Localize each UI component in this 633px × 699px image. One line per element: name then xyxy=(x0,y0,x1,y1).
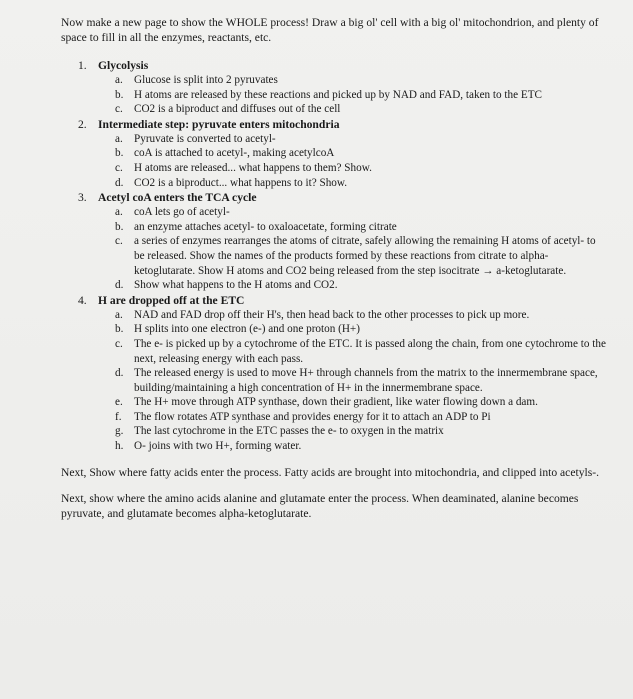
item-text: Pyruvate is converted to acetyl- xyxy=(134,132,276,145)
closing-paragraph: Next, Show where fatty acids enter the process. Fatty acids are brought into mitochondria, and clipped into acetyls-. xyxy=(61,465,599,479)
item-letter: g. xyxy=(115,425,124,438)
intro-paragraph: Now make a new page to show the WHOLE process! Draw a big ol' cell with a big ol' mitochondrion, and plenty of space to fill in all the enzymes, reactants, etc. xyxy=(61,16,599,44)
list-item xyxy=(115,439,611,454)
item-letter: c. xyxy=(115,161,123,174)
sub-step-list xyxy=(61,132,611,190)
list-item xyxy=(115,234,611,278)
section-1 xyxy=(61,58,611,117)
item-text: CO2 is a biproduct and diffuses out of the cell xyxy=(134,103,341,116)
section-number: 2. xyxy=(78,117,87,131)
item-text: H atoms are released by these reactions and picked up by NAD and FAD, taken to the ETC xyxy=(134,88,543,101)
list-item xyxy=(115,410,611,425)
item-letter: f. xyxy=(115,410,122,423)
item-text: Show what happens to the H atoms and CO2. xyxy=(134,279,338,292)
section-heading xyxy=(78,117,611,132)
section-heading xyxy=(78,293,611,308)
item-letter: a. xyxy=(115,308,123,321)
item-text: coA is attached to acetyl-, making acetylcoA xyxy=(134,147,335,160)
section-number: 4. xyxy=(78,293,87,307)
item-text: The last cytochrome in the ETC passes the e- to oxygen in the matrix xyxy=(134,425,444,438)
item-text: O- joins with two H+, forming water. xyxy=(134,440,302,453)
list-item xyxy=(115,424,611,439)
item-letter: a. xyxy=(115,74,123,86)
list-item xyxy=(115,308,611,323)
list-item xyxy=(115,322,611,337)
item-letter: h. xyxy=(115,440,124,453)
item-text: NAD and FAD drop off their H's, then head back to the other processes to pick up more. xyxy=(134,308,530,321)
section-title: Intermediate step: pyruvate enters mitochondria xyxy=(98,117,340,131)
section-title: H are dropped off at the ETC xyxy=(98,293,245,307)
closing-paragraph: Next, show where the amino acids alanine and glutamate enter the process. When deaminated, alanine becomes pyruvate, and glutamate becomes alpha-ketoglutarate. xyxy=(61,491,579,520)
list-item xyxy=(115,395,611,410)
item-letter: a. xyxy=(115,206,123,219)
item-letter: d. xyxy=(115,367,124,380)
item-text: The flow rotates ATP synthase and provides energy for it to attach an ADP to Pi xyxy=(134,410,491,423)
item-letter: b. xyxy=(115,323,124,336)
section-title: Glycolysis xyxy=(98,59,149,72)
list-item xyxy=(115,102,611,117)
list-item xyxy=(115,220,611,235)
item-letter: c. xyxy=(115,235,123,248)
section-4 xyxy=(61,293,611,454)
item-text: H splits into one electron (e-) and one proton (H+) xyxy=(134,323,360,336)
list-item xyxy=(115,366,611,395)
item-letter: d. xyxy=(115,279,124,292)
closing-section xyxy=(61,465,611,521)
list-item xyxy=(115,337,611,366)
list-item xyxy=(115,161,611,176)
sub-step-list xyxy=(61,73,611,117)
list-item xyxy=(115,146,611,161)
list-item xyxy=(115,205,611,220)
section-2 xyxy=(61,117,611,190)
item-text: coA lets go of acetyl- xyxy=(134,206,230,219)
section-title: Acetyl coA enters the TCA cycle xyxy=(98,191,257,205)
item-letter: b. xyxy=(115,220,124,233)
item-text: Glucose is split into 2 pyruvates xyxy=(134,74,278,86)
list-item xyxy=(115,73,611,88)
item-text: CO2 is a biproduct... what happens to it? Show. xyxy=(134,176,348,189)
sub-step-list xyxy=(61,308,611,454)
item-text: H atoms are released... what happens to them? Show. xyxy=(134,161,372,174)
item-text: The released energy is used to move H+ through channels from the matrix to the innermembrane space, building/maintaining a high concentration of H+ in the innermembrane space. xyxy=(134,367,598,394)
section-number: 1. xyxy=(78,59,87,72)
section-3 xyxy=(61,190,611,293)
item-text: The e- is picked up by a cytochrome of the ETC. It is passed along the chain, from one cytochrome to the next, releasing energy with each pass. xyxy=(134,337,606,365)
step-list xyxy=(61,58,611,454)
section-number: 3. xyxy=(78,191,87,205)
section-heading xyxy=(78,190,611,205)
list-item xyxy=(115,88,611,103)
list-item xyxy=(115,278,611,293)
sub-step-list xyxy=(61,205,611,293)
item-letter: c. xyxy=(115,337,123,350)
item-text: an enzyme attaches acetyl- to oxaloacetate, forming citrate xyxy=(134,220,397,233)
list-item xyxy=(115,176,611,191)
item-letter: c. xyxy=(115,103,123,116)
item-letter: d. xyxy=(115,176,124,189)
item-text: The H+ move through ATP synthase, down their gradient, like water flowing down a dam. xyxy=(134,396,538,409)
item-letter: b. xyxy=(115,147,124,160)
item-letter: a. xyxy=(115,132,123,145)
item-text: a series of enzymes rearranges the atoms of citrate, safely allowing the remaining H atoms of acetyl- to be released. Show the names of the products formed by these reactions from citrate to alpha-ketoglutarate. Show H atoms and CO2 being released from the step isocitrate → a-ketoglutarate. xyxy=(134,235,596,277)
section-heading xyxy=(78,58,611,73)
item-letter: e. xyxy=(115,396,123,409)
item-letter: b. xyxy=(115,88,124,101)
list-item xyxy=(115,132,611,147)
